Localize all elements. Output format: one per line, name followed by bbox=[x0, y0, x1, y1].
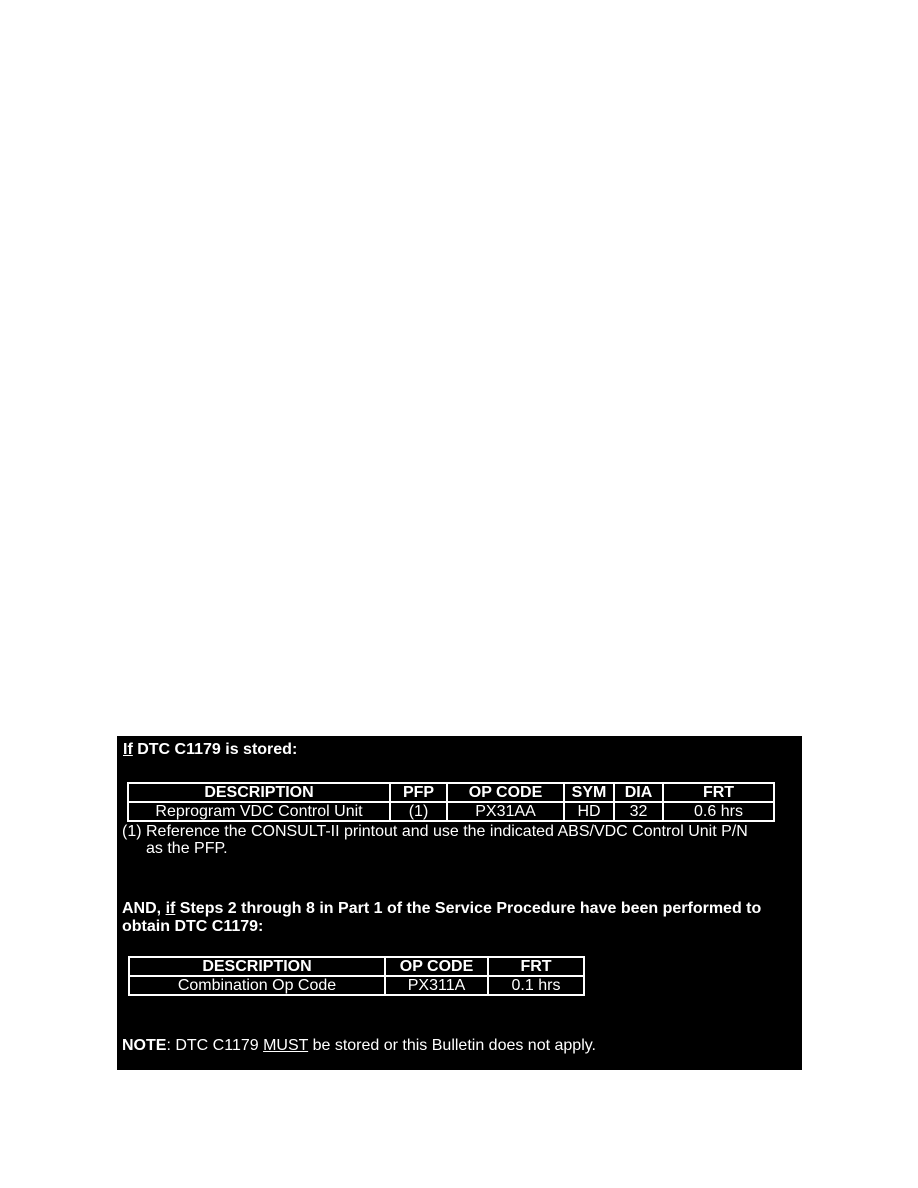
cell-op-code: PX311A bbox=[385, 976, 488, 995]
cell-description: Combination Op Code bbox=[129, 976, 385, 995]
note-must: MUST bbox=[263, 1037, 309, 1054]
col-header-frt: FRT bbox=[488, 957, 584, 976]
and-paragraph-prefix: AND, bbox=[122, 900, 166, 917]
cell-pfp: (1) bbox=[390, 802, 447, 821]
bulletin-claims-panel bbox=[117, 736, 802, 1070]
col-header-op-code: OP CODE bbox=[385, 957, 488, 976]
and-paragraph-if: if bbox=[165, 900, 176, 917]
claims-table-combination bbox=[128, 956, 585, 996]
col-header-description: DESCRIPTION bbox=[129, 957, 385, 976]
and-condition-paragraph bbox=[122, 900, 798, 936]
note-line bbox=[122, 1037, 596, 1054]
col-header-frt: FRT bbox=[663, 783, 774, 802]
col-header-dia: DIA bbox=[614, 783, 663, 802]
table-row bbox=[129, 976, 584, 995]
condition-heading-rest: DTC C1179 is stored: bbox=[132, 741, 298, 758]
note-part2: be stored or this Bulletin does not apply. bbox=[308, 1037, 596, 1054]
claims-table-primary bbox=[127, 782, 775, 822]
footnote-line-1: (1) Reference the CONSULT-II printout and use the indicated ABS/VDC Control Unit P/N bbox=[122, 823, 748, 840]
table-header-row bbox=[128, 783, 774, 802]
cell-op-code: PX31AA bbox=[447, 802, 564, 821]
and-paragraph-line2: obtain DTC C1179: bbox=[122, 918, 264, 935]
table-row bbox=[128, 802, 774, 821]
cell-description: Reprogram VDC Control Unit bbox=[128, 802, 390, 821]
note-part1: : DTC C1179 bbox=[166, 1037, 264, 1054]
cell-sym: HD bbox=[564, 802, 614, 821]
col-header-description: DESCRIPTION bbox=[128, 783, 390, 802]
footnote bbox=[122, 823, 748, 857]
note-label: NOTE bbox=[122, 1037, 167, 1054]
col-header-sym: SYM bbox=[564, 783, 614, 802]
cell-dia: 32 bbox=[614, 802, 663, 821]
cell-frt: 0.6 hrs bbox=[663, 802, 774, 821]
table-header-row bbox=[129, 957, 584, 976]
col-header-op-code: OP CODE bbox=[447, 783, 564, 802]
footnote-line-2: as the PFP. bbox=[146, 840, 228, 857]
col-header-pfp: PFP bbox=[390, 783, 447, 802]
and-paragraph-line1-rest: Steps 2 through 8 in Part 1 of the Service Procedure have been performed to bbox=[175, 900, 762, 917]
condition-heading bbox=[123, 740, 297, 759]
cell-frt: 0.1 hrs bbox=[488, 976, 584, 995]
condition-heading-if: If bbox=[123, 741, 133, 758]
